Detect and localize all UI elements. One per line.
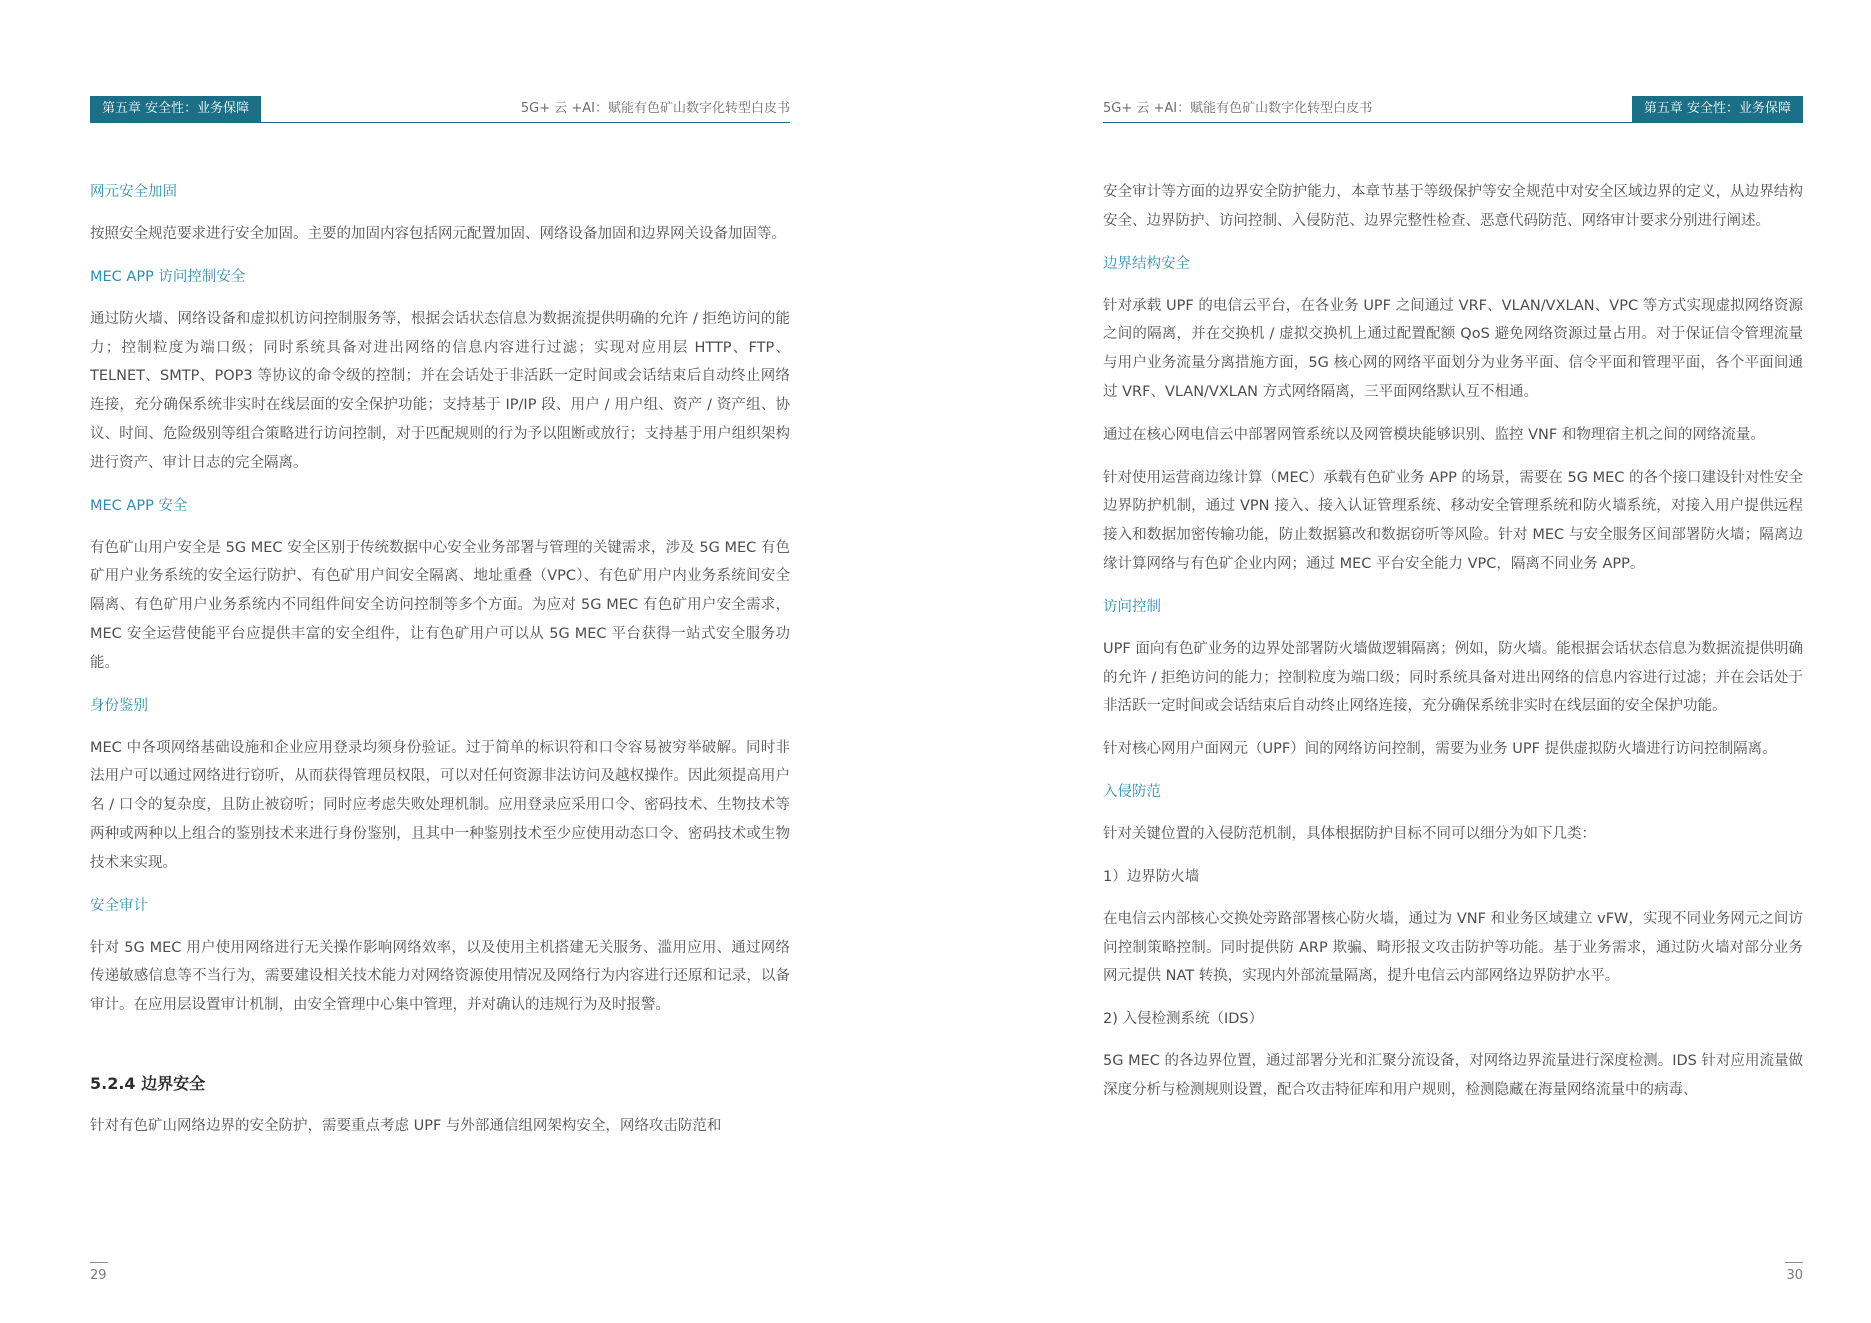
left-page bbox=[90, 0, 790, 1323]
subsection-title: 身份鉴别 bbox=[90, 697, 148, 714]
subsection-title: 边界结构安全 bbox=[1103, 255, 1190, 272]
chapter-tab: 第五章 安全性：业务保障 bbox=[90, 96, 261, 122]
paragraph: 针对 5G MEC 用户使用网络进行无关操作影响网络效率，以及使用主机搭建无关服务、滥用应用、通过网络传递敏感信息等不当行为，需要建设相关技术能力对网络资源使用情况及网络行为内容进行还原和记录，以备审计。在应用层设置审计机制，由安全管理中心集中管理，并对确认的违规行为及时报警。 bbox=[90, 939, 790, 1014]
document-title: 5G+ 云 +AI：赋能有色矿山数字化转型白皮书 bbox=[1103, 101, 1373, 116]
page-footer bbox=[1103, 1258, 1803, 1288]
paragraph: 针对有色矿山网络边界的安全防护，需要重点考虑 UPF 与外部通信组网架构安全，网络攻击防范和 bbox=[90, 1117, 722, 1134]
page-content bbox=[1103, 178, 1803, 1119]
page-content bbox=[90, 178, 790, 1155]
document-title: 5G+ 云 +AI：赋能有色矿山数字化转型白皮书 bbox=[520, 101, 790, 116]
subsection-title: 网元安全加固 bbox=[90, 184, 177, 200]
paragraph: 针对关键位置的入侵防范机制，具体根据防护目标不同可以细分为如下几类： bbox=[1103, 825, 1596, 842]
paragraph: 有色矿山用户安全是 5G MEC 安全区别于传统数据中心安全业务部署与管理的关键需求，涉及 5G MEC 有色矿用户业务系统的安全运行防护、有色矿用户间安全隔离、地址重叠（VPC）、有色矿用户内业务系统间安全隔离、有色矿用户业务系统内不同组件间安全访问控制等多个方面。为应对 5G MEC 有色矿用户安全需求，MEC 安全运营使能平台应提供丰富的安全组件，让有色矿用户可以从 5G MEC 平台获得一站式安全服务功能。 bbox=[90, 539, 790, 671]
subsection-title: 安全审计 bbox=[90, 897, 148, 914]
paragraph: 安全审计等方面的边界安全防护能力，本章节基于等级保护等安全规范中对安全区域边界的定义，从边界结构安全、边界防护、访问控制、入侵防范、边界完整性检查、恶意代码防范、网络审计要求分别进行阐述。 bbox=[1103, 184, 1803, 229]
paragraph: 针对承载 UPF 的电信云平台，在各业务 UPF 之间通过 VRF、VLAN/VXLAN、VPC 等方式实现虚拟网络资源之间的隔离，并在交换机 / 虚拟交换机上通过配置配额 QoS 避免网络资源过量占用。对于保证信令管理流量与用户业务流量分离措施方面，5G 核心网的网络平面划分为业务平面、信令平面和管理平面，各个平面间通过 VRF、VLAN/VXLAN 方式网络隔离，三平面网络默认互不相通。 bbox=[1103, 297, 1803, 400]
subsection-title: MEC APP 访问控制安全 bbox=[90, 268, 246, 285]
paragraph: 通过在核心网电信云中部署网管系统以及网管模块能够识别、监控 VNF 和物理宿主机之间的网络流量。 bbox=[1103, 426, 1765, 443]
footer-rule bbox=[90, 1262, 108, 1263]
paragraph: 在电信云内部核心交换处旁路部署核心防火墙，通过为 VNF 和业务区域建立 vFW，实现不同业务网元之间访问控制策略控制。同时提供防 ARP 欺骗、畸形报文攻击防护等功能。基于业务需求，通过防火墙对部分业务网元提供 NAT 转换，实现内外部流量隔离，提升电信云内部网络边界防护水平。 bbox=[1103, 910, 1803, 985]
page-footer bbox=[90, 1258, 790, 1288]
paragraph: 针对核心网用户面网元（UPF）间的网络访问控制，需要为业务 UPF 提供虚拟防火墙进行访问控制隔离。 bbox=[1103, 741, 1777, 758]
subsection-title: 入侵防范 bbox=[1103, 783, 1161, 800]
paragraph: UPF 面向有色矿业务的边界处部署防火墙做逻辑隔离；例如，防火墙。能根据会话状态信息为数据流提供明确的允许 / 拒绝访问的能力；控制粒度为端口级；同时系统具备对进出网络的信息内容进行过滤；并在会话处于非活跃一定时间或会话结束后自动终止网络连接，充分确保系统非实时在线层面的安全保护功能。 bbox=[1103, 640, 1803, 715]
subsection-title: MEC APP 安全 bbox=[90, 497, 188, 514]
page-header bbox=[90, 96, 790, 123]
page-number: 29 bbox=[90, 1268, 107, 1283]
paragraph: MEC 中各项网络基础设施和企业应用登录均须身份验证。过于简单的标识符和口令容易被穷举破解。同时非法用户可以通过网络进行窃听，从而获得管理员权限，可以对任何资源非法访问及越权操作。因此须提高用户名 / 口令的复杂度，且防止被窃听；同时应考虑失败处理机制。应用登录应采用口令、密码技术、生物技术等两种或两种以上组合的鉴别技术来进行身份鉴别，且其中一种鉴别技术至少应使用动态口令、密码技术或生物技术来实现。 bbox=[90, 739, 790, 871]
page-number: 30 bbox=[1786, 1268, 1803, 1283]
page-header bbox=[1103, 96, 1803, 123]
paragraph: 通过防火墙、网络设备和虚拟机访问控制服务等，根据会话状态信息为数据流提供明确的允许 / 拒绝访问的能力；控制粒度为端口级；同时系统具备对进出网络的信息内容进行过滤；实现对应用层 HTTP、FTP、TELNET、SMTP、POP3 等协议的命令级的控制；并在会话处于非活跃一定时间或会话结束后自动终止网络连接，充分确保系统非实时在线层面的安全保护功能；支持基于 IP/IP 段、用户 / 用户组、资产 / 资产组、协议、时间、危险级别等组合策略进行访问控制，对于匹配规则的行为予以阻断或放行；支持基于用户组织架构进行资产、审计日志的完全隔离。 bbox=[90, 310, 790, 471]
paragraph: 按照安全规范要求进行安全加固。主要的加固内容包括网元配置加固、网络设备加固和边界网关设备加固等。 bbox=[90, 226, 786, 242]
paragraph: 5G MEC 的各边界位置，通过部署分光和汇聚分流设备，对网络边界流量进行深度检测。IDS 针对应用流量做深度分析与检测规则设置，配合攻击特征库和用户规则，检测隐藏在海量网络流量中的病毒、 bbox=[1103, 1053, 1803, 1098]
list-label: 2) 入侵检测系统（IDS） bbox=[1103, 1011, 1264, 1028]
section-heading: 5.2.4 边界安全 bbox=[90, 1073, 206, 1093]
paragraph: 针对使用运营商边缘计算（MEC）承载有色矿业务 APP 的场景，需要在 5G MEC 的各个接口建设针对性安全边界防护机制，通过 VPN 接入、接入认证管理系统、移动安全管理系统和防火墙系统，对接入用户提供远程接入和数据加密传输功能，防止数据篡改和数据窃听等风险。针对 MEC 与安全服务区间部署防火墙；隔离边缘计算网络与有色矿企业内网；通过 MEC 平台安全能力 VPC，隔离不同业务 APP。 bbox=[1103, 469, 1804, 572]
chapter-tab: 第五章 安全性：业务保障 bbox=[1632, 96, 1803, 122]
right-page bbox=[1103, 0, 1803, 1323]
subsection-title: 访问控制 bbox=[1103, 598, 1161, 615]
footer-rule bbox=[1785, 1262, 1803, 1263]
list-label: 1）边界防火墙 bbox=[1103, 868, 1200, 885]
